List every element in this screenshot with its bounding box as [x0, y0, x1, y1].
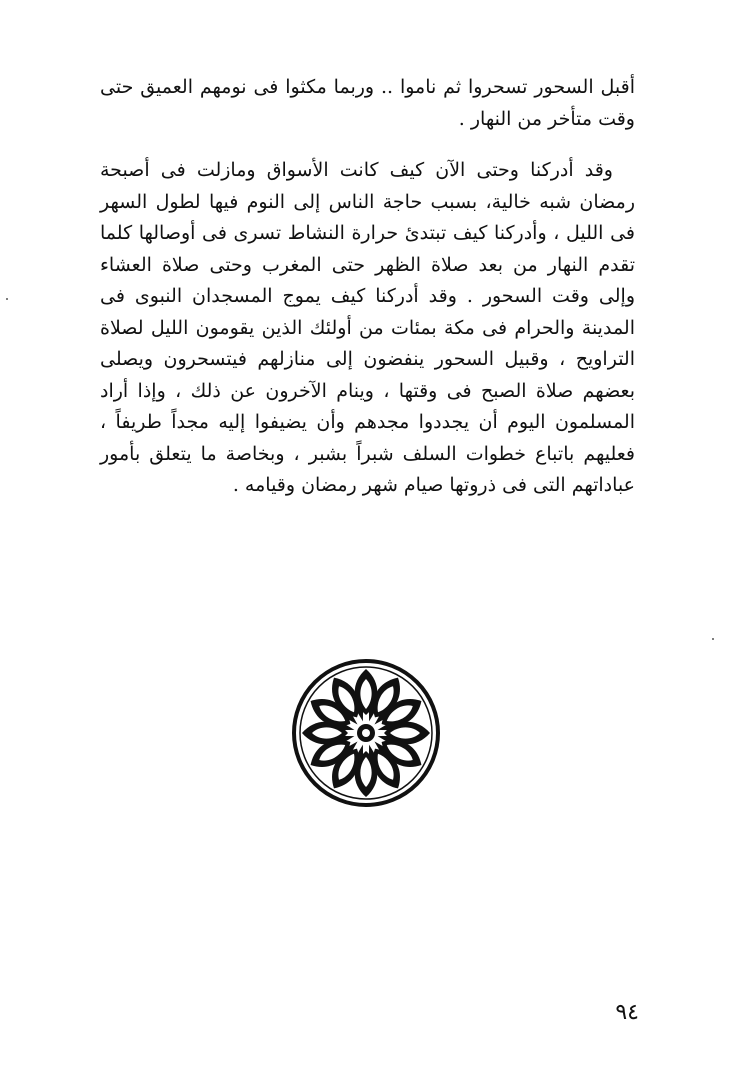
page-number: ٩٤ — [615, 1000, 639, 1025]
scan-speck — [6, 298, 8, 300]
body-text — [100, 72, 635, 502]
paragraph-1: أقبل السحور تسحروا ثم ناموا .. وربما مكثوا فى نومهم العميق حتى وقت متأخر من النهار . — [100, 76, 635, 130]
arabesque-rosette-icon — [290, 657, 442, 809]
paragraph-2: وقد أدركنا وحتى الآن كيف كانت الأسواق ومازلت فى أصبحة رمضان شبه خالية، بسبب حاجة الناس إلى النوم فيها لطول السهر فى الليل ، وأدركنا كيف تبتدئ حرارة النشاط تسرى فى أوصالها كلما تقدم النهار من بعد صلاة الظهر حتى المغرب وحتى صلاة العشاء وإلى وقت السحور . وقد أدركنا كيف يموج المسجدان النبوى فى المدينة والحرام فى مكة بمئات من أولئك الذين يقومون الليل لصلاة التراويح ، وقبيل السحور ينفضون إلى منازلهم فيتسحرون ويصلى بعضهم صلاة الصبح فى وقتها ، وينام الآخرون عن ذلك ، وإذا أراد المسلمون اليوم أن يجددوا مجدهم وأن يضيفوا إليه مجداً طريفاً ، فعليهم باتباع خطوات السلف شبراً بشبر ، وبخاصة ما يتعلق بأمور عباداتهم التى فى ذروتها صيام شهر رمضان وقيامه . — [100, 159, 635, 496]
scan-speck — [712, 638, 714, 640]
